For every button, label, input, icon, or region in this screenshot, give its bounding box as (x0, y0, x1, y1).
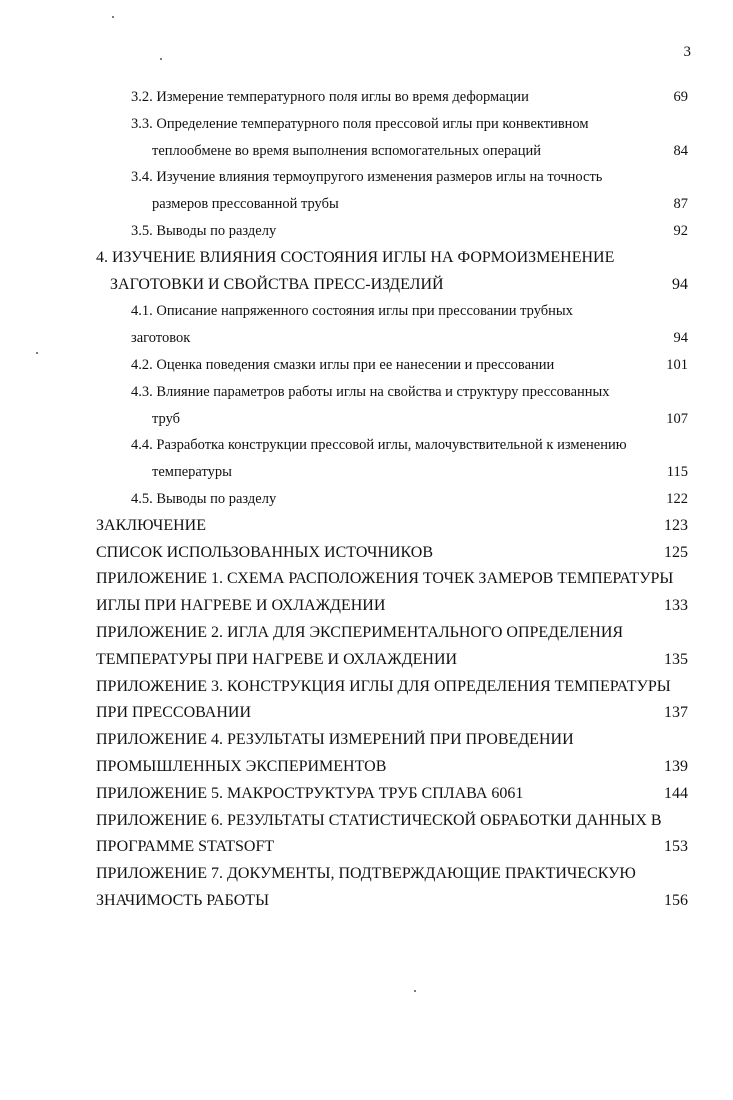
toc-entry-page: 115 (666, 464, 688, 481)
toc-entry-title: ЗНАЧИМОСТЬ РАБОТЫ (96, 891, 270, 909)
toc-entry-title: 3.4. Изучение влияния термоупругого изменения размеров иглы на точность (131, 169, 603, 186)
toc-entry (0, 861, 733, 888)
toc-entry-page: 94 (672, 275, 688, 293)
toc-entry-title: ПРИЛОЖЕНИЕ 3. КОНСТРУКЦИЯ ИГЛЫ ДЛЯ ОПРЕДЕЛЕНИЯ ТЕМПЕРАТУРЫ (96, 677, 671, 695)
toc-entry-title: ИГЛЫ ПРИ НАГРЕВЕ И ОХЛАЖДЕНИИ (96, 597, 386, 615)
toc-entry-page: 135 (664, 650, 688, 668)
toc-entry-page: 122 (666, 490, 688, 507)
toc-entry (0, 325, 733, 352)
toc-entry-title: 3.2. Измерение температурного поля иглы во время деформации (131, 89, 529, 105)
toc-entry-page: 137 (664, 704, 688, 722)
toc-entry (0, 593, 733, 620)
toc-entry-title: труб (152, 410, 181, 427)
toc-entry (0, 808, 733, 835)
toc-entry (0, 754, 733, 781)
toc-entry (0, 781, 733, 808)
toc-entry (0, 84, 733, 111)
toc-entry-page: 133 (664, 597, 688, 615)
toc-entry-title: ЗАГОТОВКИ И СВОЙСТВА ПРЕСС-ИЗДЕЛИЙ (110, 275, 444, 293)
toc-entry (0, 727, 733, 754)
toc-entry (0, 298, 733, 325)
toc-entry-page: 144 (664, 784, 688, 802)
toc-entry-title: СПИСОК ИСПОЛЬЗОВАННЫХ ИСТОЧНИКОВ (96, 543, 434, 561)
toc-entry-title: 4.2. Оценка поведения смазки иглы при ее нанесении и прессовании (131, 356, 555, 373)
toc-entry (0, 111, 733, 138)
toc-entry (0, 432, 733, 459)
toc-entry (0, 834, 733, 861)
scan-speck (112, 16, 114, 18)
toc-entry (0, 191, 733, 218)
toc-entry-title: ПРИЛОЖЕНИЕ 1. СХЕМА РАСПОЛОЖЕНИЯ ТОЧЕК ЗАМЕРОВ ТЕМПЕРАТУРЫ (96, 570, 674, 588)
toc-entry-title: 4.4. Разработка конструкции прессовой иглы, малочувствительной к изменению (131, 437, 627, 454)
toc-entry-title: размеров прессованной трубы (152, 196, 339, 213)
toc-entry-title: 3.3. Определение температурного поля прессовой иглы при конвективном (131, 115, 589, 132)
scan-speck (160, 58, 162, 60)
scan-speck (414, 990, 416, 992)
toc-entry (0, 164, 733, 191)
toc-entry-page: 87 (673, 196, 688, 213)
toc-entry-title: ПРИЛОЖЕНИЕ 2. ИГЛА ДЛЯ ЭКСПЕРИМЕНТАЛЬНОГО ОПРЕДЕЛЕНИЯ (96, 623, 624, 641)
toc-entry-title: ТЕМПЕРАТУРЫ ПРИ НАГРЕВЕ И ОХЛАЖДЕНИИ (96, 650, 458, 668)
toc-entry (0, 620, 733, 647)
toc-entry (0, 888, 733, 915)
toc-entry-page: 94 (673, 330, 688, 347)
toc-entry-title: ПРИ ПРЕССОВАНИИ (96, 704, 252, 722)
toc-entry (0, 459, 733, 486)
toc-entry (0, 700, 733, 727)
toc-entry-page: 92 (673, 222, 688, 239)
toc-entry (0, 674, 733, 701)
toc-entry (0, 406, 733, 433)
toc-entry-page: 139 (664, 757, 688, 775)
toc-entry-title: 3.5. Выводы по разделу (131, 222, 277, 239)
toc-entry-page: 123 (664, 516, 688, 534)
toc-entry (0, 272, 733, 299)
toc-entry (0, 540, 733, 567)
toc-entry-title: ПРОМЫШЛЕННЫХ ЭКСПЕРИМЕНТОВ (96, 757, 387, 775)
toc-entry-title: заготовок (131, 330, 191, 347)
toc-entry-page: 69 (673, 89, 688, 105)
toc-entry (0, 352, 733, 379)
toc-entry-page: 156 (664, 891, 688, 909)
toc-entry-title: ПРИЛОЖЕНИЕ 7. ДОКУМЕНТЫ, ПОДТВЕРЖДАЮЩИЕ ПРАКТИЧЕСКУЮ (96, 865, 636, 883)
toc-entry-title: 4.3. Влияние параметров работы иглы на свойства и структуру прессованных (131, 383, 610, 400)
toc-entry (0, 245, 733, 272)
page-number: 3 (683, 44, 691, 60)
toc-entry-title: ПРИЛОЖЕНИЕ 5. МАКРОСТРУКТУРА ТРУБ СПЛАВА 6061 (96, 784, 524, 802)
scan-speck (36, 352, 38, 354)
toc-entry-title: теплообмене во время выполнения вспомогательных операций (152, 142, 541, 159)
toc-entry-title: ЗАКЛЮЧЕНИЕ (96, 516, 206, 534)
toc-entry-title: ПРОГРАММЕ STATSOFT (96, 838, 275, 856)
toc-entry (0, 138, 733, 165)
toc-entry-title: ПРИЛОЖЕНИЕ 4. РЕЗУЛЬТАТЫ ИЗМЕРЕНИЙ ПРИ ПРОВЕДЕНИИ (96, 731, 574, 749)
toc-entry (0, 513, 733, 540)
table-of-contents (0, 84, 733, 915)
toc-entry-title: 4.5. Выводы по разделу (131, 490, 277, 507)
toc-entry-page: 107 (666, 410, 688, 427)
toc-entry-title: 4. ИЗУЧЕНИЕ ВЛИЯНИЯ СОСТОЯНИЯ ИГЛЫ НА ФОРМОИЗМЕНЕНИЕ (96, 248, 615, 266)
toc-entry-page: 84 (673, 142, 688, 159)
toc-entry (0, 566, 733, 593)
toc-entry-page: 101 (666, 356, 688, 373)
toc-entry-title: ПРИЛОЖЕНИЕ 6. РЕЗУЛЬТАТЫ СТАТИСТИЧЕСКОЙ ОБРАБОТКИ ДАННЫХ В (96, 811, 662, 829)
toc-entry (0, 218, 733, 245)
toc-entry (0, 486, 733, 513)
toc-entry-title: температуры (152, 464, 232, 481)
toc-entry-page: 125 (664, 543, 688, 561)
toc-entry (0, 647, 733, 674)
toc-entry-title: 4.1. Описание напряженного состояния иглы при прессовании трубных (131, 303, 573, 320)
toc-entry (0, 379, 733, 406)
toc-entry-page: 153 (664, 838, 688, 856)
